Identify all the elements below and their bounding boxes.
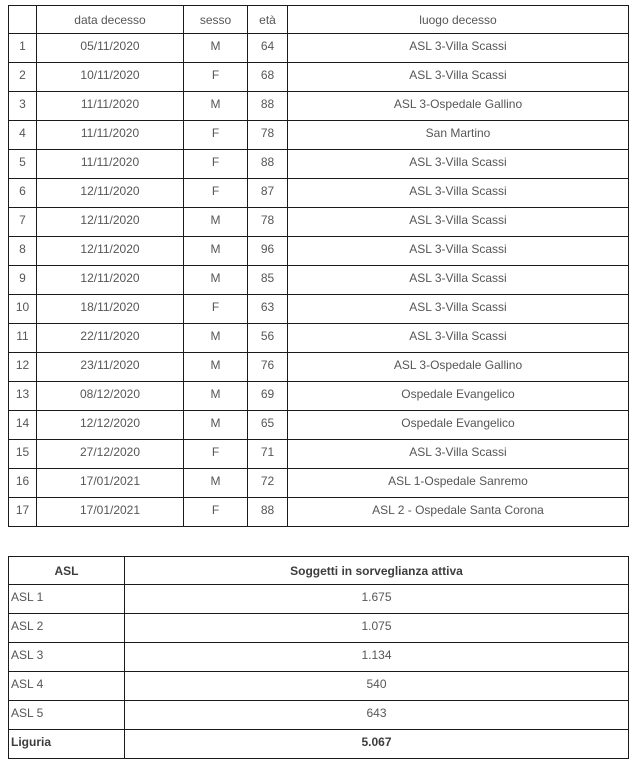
cell-subjects: 1.675 — [125, 585, 629, 614]
cell-age: 63 — [248, 295, 288, 324]
cell-place: ASL 1-Ospedale Sanremo — [288, 469, 629, 498]
cell-age: 69 — [248, 382, 288, 411]
table-row — [9, 34, 629, 63]
surveillance-table — [8, 556, 629, 759]
cell-date: 17/01/2021 — [37, 469, 184, 498]
table-row — [9, 672, 629, 701]
deaths-header-age: età — [248, 6, 288, 34]
cell-index: 6 — [9, 179, 37, 208]
cell-date: 23/11/2020 — [37, 353, 184, 382]
cell-place: ASL 3-Villa Scassi — [288, 266, 629, 295]
deaths-header-date: data decesso — [37, 6, 184, 34]
cell-age: 56 — [248, 324, 288, 353]
table-row — [9, 266, 629, 295]
cell-sex: F — [184, 295, 248, 324]
cell-index: 1 — [9, 34, 37, 63]
cell-subjects: 1.075 — [125, 614, 629, 643]
cell-asl: ASL 2 — [9, 614, 125, 643]
cell-asl: ASL 5 — [9, 701, 125, 730]
deaths-header-place: luogo decesso — [288, 6, 629, 34]
cell-sex: M — [184, 411, 248, 440]
cell-age: 78 — [248, 121, 288, 150]
cell-place: Ospedale Evangelico — [288, 382, 629, 411]
cell-subjects: 1.134 — [125, 643, 629, 672]
cell-index: 7 — [9, 208, 37, 237]
cell-sex: F — [184, 498, 248, 527]
surveillance-header-asl: ASL — [9, 557, 125, 585]
cell-sex: F — [184, 150, 248, 179]
cell-date: 11/11/2020 — [37, 150, 184, 179]
table-row — [9, 121, 629, 150]
cell-index: 10 — [9, 295, 37, 324]
cell-place: San Martino — [288, 121, 629, 150]
cell-age: 87 — [248, 179, 288, 208]
table-row — [9, 63, 629, 92]
table-row — [9, 92, 629, 121]
cell-age: 64 — [248, 34, 288, 63]
deaths-table-header — [9, 6, 629, 34]
deaths-table-body — [9, 34, 629, 527]
cell-place: ASL 3-Villa Scassi — [288, 34, 629, 63]
cell-age: 68 — [248, 63, 288, 92]
cell-age: 88 — [248, 498, 288, 527]
cell-index: 8 — [9, 237, 37, 266]
cell-subjects: 5.067 — [125, 730, 629, 759]
cell-age: 78 — [248, 208, 288, 237]
table-row — [9, 295, 629, 324]
table-row — [9, 614, 629, 643]
surveillance-table-body — [9, 585, 629, 759]
cell-place: Ospedale Evangelico — [288, 411, 629, 440]
table-row — [9, 440, 629, 469]
cell-date: 05/11/2020 — [37, 34, 184, 63]
cell-subjects: 540 — [125, 672, 629, 701]
table-row — [9, 179, 629, 208]
cell-date: 18/11/2020 — [37, 295, 184, 324]
cell-index: 9 — [9, 266, 37, 295]
cell-date: 12/12/2020 — [37, 411, 184, 440]
cell-place: ASL 2 - Ospedale Santa Corona — [288, 498, 629, 527]
deaths-header-row — [9, 6, 629, 34]
cell-date: 17/01/2021 — [37, 498, 184, 527]
cell-date: 11/11/2020 — [37, 121, 184, 150]
cell-date: 12/11/2020 — [37, 237, 184, 266]
cell-index: 16 — [9, 469, 37, 498]
cell-place: ASL 3-Villa Scassi — [288, 150, 629, 179]
cell-asl: Liguria — [9, 730, 125, 759]
surveillance-table-header — [9, 557, 629, 585]
cell-index: 4 — [9, 121, 37, 150]
cell-sex: M — [184, 237, 248, 266]
cell-place: ASL 3-Villa Scassi — [288, 440, 629, 469]
cell-age: 65 — [248, 411, 288, 440]
cell-age: 85 — [248, 266, 288, 295]
deaths-header-index — [9, 6, 37, 34]
cell-place: ASL 3-Villa Scassi — [288, 295, 629, 324]
table-row — [9, 701, 629, 730]
cell-sex: M — [184, 469, 248, 498]
cell-age: 96 — [248, 237, 288, 266]
cell-age: 88 — [248, 150, 288, 179]
cell-date: 12/11/2020 — [37, 179, 184, 208]
cell-sex: M — [184, 353, 248, 382]
cell-date: 12/11/2020 — [37, 208, 184, 237]
cell-sex: F — [184, 440, 248, 469]
cell-place: ASL 3-Villa Scassi — [288, 208, 629, 237]
cell-date: 22/11/2020 — [37, 324, 184, 353]
table-row — [9, 469, 629, 498]
cell-place: ASL 3-Ospedale Gallino — [288, 353, 629, 382]
cell-index: 13 — [9, 382, 37, 411]
table-row — [9, 643, 629, 672]
table-row — [9, 324, 629, 353]
cell-sex: F — [184, 63, 248, 92]
cell-sex: M — [184, 208, 248, 237]
deaths-header-sex: sesso — [184, 6, 248, 34]
cell-place: ASL 3-Villa Scassi — [288, 237, 629, 266]
surveillance-header-row — [9, 557, 629, 585]
cell-place: ASL 3-Villa Scassi — [288, 63, 629, 92]
cell-date: 08/12/2020 — [37, 382, 184, 411]
table-row — [9, 585, 629, 614]
table-row — [9, 498, 629, 527]
cell-date: 11/11/2020 — [37, 92, 184, 121]
cell-age: 76 — [248, 353, 288, 382]
cell-index: 14 — [9, 411, 37, 440]
cell-index: 15 — [9, 440, 37, 469]
cell-sex: M — [184, 34, 248, 63]
cell-index: 11 — [9, 324, 37, 353]
cell-index: 17 — [9, 498, 37, 527]
cell-index: 12 — [9, 353, 37, 382]
cell-age: 71 — [248, 440, 288, 469]
cell-sex: M — [184, 324, 248, 353]
table-row — [9, 730, 629, 759]
deaths-table — [8, 5, 629, 527]
cell-asl: ASL 4 — [9, 672, 125, 701]
cell-subjects: 643 — [125, 701, 629, 730]
cell-asl: ASL 3 — [9, 643, 125, 672]
cell-age: 72 — [248, 469, 288, 498]
cell-sex: F — [184, 121, 248, 150]
cell-index: 2 — [9, 63, 37, 92]
cell-sex: M — [184, 92, 248, 121]
table-row — [9, 382, 629, 411]
cell-sex: M — [184, 266, 248, 295]
cell-place: ASL 3-Ospedale Gallino — [288, 92, 629, 121]
cell-sex: F — [184, 179, 248, 208]
cell-date: 27/12/2020 — [37, 440, 184, 469]
cell-index: 5 — [9, 150, 37, 179]
table-row — [9, 411, 629, 440]
cell-place: ASL 3-Villa Scassi — [288, 324, 629, 353]
cell-place: ASL 3-Villa Scassi — [288, 179, 629, 208]
table-row — [9, 208, 629, 237]
cell-asl: ASL 1 — [9, 585, 125, 614]
cell-age: 88 — [248, 92, 288, 121]
cell-date: 12/11/2020 — [37, 266, 184, 295]
table-row — [9, 237, 629, 266]
table-row — [9, 150, 629, 179]
cell-index: 3 — [9, 92, 37, 121]
cell-date: 10/11/2020 — [37, 63, 184, 92]
table-row — [9, 353, 629, 382]
surveillance-header-subjects: Soggetti in sorveglianza attiva — [125, 557, 629, 585]
cell-sex: M — [184, 382, 248, 411]
